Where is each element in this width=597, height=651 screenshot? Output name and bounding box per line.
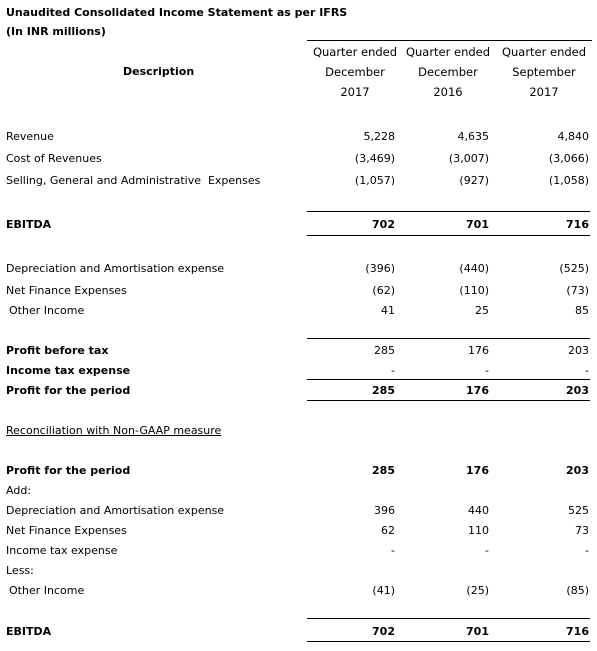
col3-header-line2: September (512, 65, 576, 79)
recon-fin-q2-2017: 73 (575, 524, 589, 537)
recon-other-q3-2016: (25) (466, 584, 489, 597)
col1-header-line3: 2017 (340, 85, 370, 99)
pbt-label: Profit before tax (6, 344, 109, 357)
header-rule-c3 (497, 40, 592, 41)
ebitda-q2-2017: 716 (566, 218, 589, 231)
recon-ebitda-top-rule (307, 618, 590, 619)
col3-header-line3: 2017 (529, 85, 559, 99)
pbt-q3-2017: 285 (374, 344, 395, 357)
recon-profit-q3-2016: 176 (466, 464, 489, 477)
recon-ebitda-q2-2017: 716 (566, 625, 589, 638)
ebitda-label: EBITDA (6, 218, 52, 231)
cost-q2-2017: (3,066) (548, 152, 589, 165)
other-q3-2016: 25 (475, 304, 489, 317)
fin-q3-2016: (110) (459, 284, 489, 297)
dep-q3-2017: (396) (365, 262, 395, 275)
recon-dep-q2-2017: 525 (568, 504, 589, 517)
recon-dep-label: Depreciation and Amortisation expense (6, 504, 225, 517)
dep-q3-2016: (440) (459, 262, 489, 275)
pbt-q3-2016: 176 (468, 344, 489, 357)
profit-q3-2017: 285 (372, 384, 395, 397)
dep-label: Depreciation and Amortisation expense (6, 262, 225, 275)
recon-dep-q3-2016: 440 (468, 504, 489, 517)
statement-title: Unaudited Consolidated Income Statement as per IFRS (6, 6, 348, 19)
reconciliation-heading: Reconciliation with Non-GAAP measure (6, 424, 222, 437)
col2-header-line1: Quarter ended (405, 45, 491, 59)
tax-label: Income tax expense (6, 364, 131, 377)
recon-fin-label: Net Finance Expenses (6, 524, 127, 537)
revenue-q3-2017: 5,228 (363, 130, 395, 143)
ebitda-q3-2017: 702 (372, 218, 395, 231)
statement-unit: (In INR millions) (6, 25, 106, 38)
dep-q2-2017: (525) (559, 262, 589, 275)
recon-fin-q3-2016: 110 (468, 524, 489, 537)
profit-label: Profit for the period (6, 384, 131, 397)
tax-q2-2017: - (585, 364, 589, 377)
fin-q3-2017: (62) (372, 284, 395, 297)
tax-q3-2017: - (391, 364, 395, 377)
col3-header-line1: Quarter ended (501, 45, 587, 59)
profit-q3-2016: 176 (466, 384, 489, 397)
revenue-label: Revenue (6, 130, 54, 143)
ebitda-bottom-rule (307, 235, 590, 236)
tax-q3-2016: - (485, 364, 489, 377)
less-label: Less: (6, 564, 34, 577)
ebitda-top-rule (307, 211, 590, 212)
recon-profit-q3-2017: 285 (372, 464, 395, 477)
other-q3-2017: 41 (381, 304, 395, 317)
col2-header-line3: 2016 (433, 85, 463, 99)
revenue-q3-2016: 4,635 (457, 130, 489, 143)
cost-label: Cost of Revenues (6, 152, 102, 165)
recon-tax-q3-2016: - (485, 544, 489, 557)
recon-other-label: Other Income (9, 584, 85, 597)
recon-ebitda-bottom-rule (307, 641, 590, 642)
recon-profit-q2-2017: 203 (566, 464, 589, 477)
sga-label: Selling, General and Administrative Expenses (6, 174, 261, 187)
recon-dep-q3-2017: 396 (374, 504, 395, 517)
cost-q3-2017: (3,469) (354, 152, 395, 165)
recon-profit-label: Profit for the period (6, 464, 131, 477)
description-header: Description (123, 65, 195, 78)
other-label: Other Income (9, 304, 85, 317)
cost-q3-2016: (3,007) (448, 152, 489, 165)
add-label: Add: (6, 484, 32, 497)
fin-q2-2017: (73) (566, 284, 589, 297)
header-rule-c2 (402, 40, 497, 41)
pbt-q2-2017: 203 (568, 344, 589, 357)
sga-q3-2017: (1,057) (354, 174, 395, 187)
recon-ebitda-q3-2017: 702 (372, 625, 395, 638)
profit-q2-2017: 203 (566, 384, 589, 397)
pbt-top-rule (307, 338, 590, 339)
recon-tax-label: Income tax expense (6, 544, 118, 557)
profit-top-rule (307, 379, 590, 380)
col1-header-line2: December (325, 65, 385, 79)
ebitda-q3-2016: 701 (466, 218, 489, 231)
col1-header-line1: Quarter ended (312, 45, 398, 59)
header-rule-c1 (307, 40, 402, 41)
recon-tax-q2-2017: - (585, 544, 589, 557)
sga-q2-2017: (1,058) (548, 174, 589, 187)
fin-label: Net Finance Expenses (6, 284, 127, 297)
sga-q3-2016: (927) (459, 174, 489, 187)
revenue-q2-2017: 4,840 (557, 130, 589, 143)
profit-bottom-rule (307, 400, 590, 401)
recon-ebitda-q3-2016: 701 (466, 625, 489, 638)
recon-fin-q3-2017: 62 (381, 524, 395, 537)
recon-tax-q3-2017: - (391, 544, 395, 557)
recon-other-q3-2017: (41) (372, 584, 395, 597)
recon-other-q2-2017: (85) (566, 584, 589, 597)
recon-ebitda-label: EBITDA (6, 625, 52, 638)
other-q2-2017: 85 (575, 304, 589, 317)
col2-header-line2: December (418, 65, 478, 79)
